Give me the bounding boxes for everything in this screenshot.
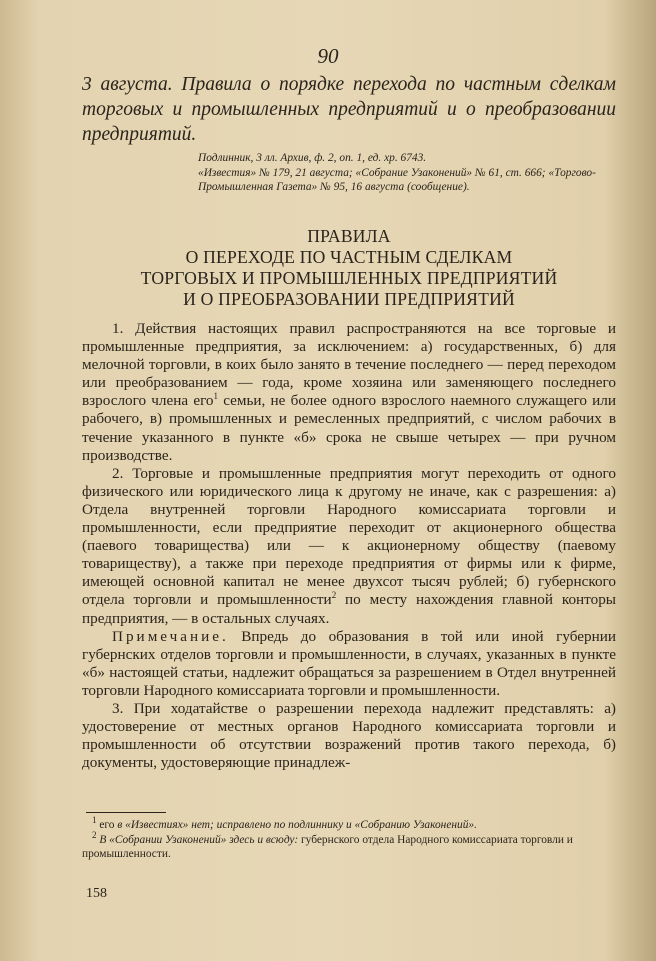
page-number-top: 90 [317,44,339,68]
footnotes [82,815,608,863]
paragraph-2-text-b: по месту нахождения главной конторы предприятия, — в остальных случаях. [82,591,616,627]
footnote-1-plain: его [96,819,118,831]
paragraph-note [82,628,616,700]
footnote-ref-2: 2 [331,590,337,601]
footnote-2 [82,830,608,861]
footnote-ref-1: 1 [213,391,219,402]
footnote-2-mark: 2 [92,830,97,841]
source-citation [198,151,598,195]
footnote-2-rest: губернского отдела Народного комиссариата торговли и промышленности. [82,834,573,861]
paragraph-1 [82,320,616,465]
note-label: Примечание. [112,627,229,645]
rules-body [82,320,616,772]
source-line-2: «Известия» № 179, 21 августа; «Собрание Узаконений» № 61, ст. 666; «Торгово-Промышленная Газета» № 95, 16 августа (сообщение). [198,166,596,194]
paragraph-1-text-a: 1. Действия настоящих правил распространяются на все торговые и промышленные предприятия, за исключением: а) государственных, б) для мелочной торговли, в коих было занято в течение последнего — перед переходом или преобразованием — года, кроме хозяина или заменяющего последнего взрослого члена его [82,320,616,410]
page-number-bottom: 158 [86,886,107,901]
rules-title [82,226,616,310]
paragraph-2 [82,465,616,628]
footnote-1-italic: в «Известиях» нет; исправлено по подлиннику и «Собранию Узаконений». [117,819,477,831]
paragraph-2-text-a: 2. Торговые и промышленные предприятия могут переходить от одного физического или юридического лица к другому не иначе, как с разрешения: а) Отдела внутренней торговли Народного комиссариата торговли и промышленности, если предприятие переходит от акционерного общества (паевого товарищества) или — к акционерному обществу (паевому товариществу), а также при переходе предприятия от фирмы или к фирме, имеющей основной капитал не менее двухсот тысяч рублей; б) губернского отдела торговли и промышленности [82,464,616,609]
note-text: Впредь до образования в той или иной губернии губернских отделов торговли и промышленности, в случаях, указанных в пункте «б» настоящей статьи, надлежит обращаться за разрешением в Отдел внутренней торговли Народного комиссариата торговли и промышленности. [82,627,616,699]
footnote-1-mark: 1 [92,815,97,826]
footnote-divider [86,812,166,813]
title-line-1: ПРАВИЛА [307,226,391,246]
paragraph-1-text-b: семьи, не более одного взрослого наемного служащего или рабочего, в) промышленных и ремесленных предприятий, с числом рабочих в течение указанного в пункте «б» срока не свыше четырех — при ручном производстве. [82,392,616,464]
footnote-1 [82,815,608,832]
title-line-3: ТОРГОВЫХ И ПРОМЫШЛЕННЫХ ПРЕДПРИЯТИЙ [140,268,558,288]
title-line-2: О ПЕРЕХОДЕ ПО ЧАСТНЫМ СДЕЛКАМ [185,247,513,267]
title-line-4: И О ПРЕОБРАЗОВАНИИ ПРЕДПРИЯТИЙ [183,289,515,309]
source-line-1: Подлинник, 3 лл. Архив, ф. 2, оп. 1, ед. хр. 6743. [198,152,427,164]
paragraph-3: 3. При ходатайстве о разрешении перехода надлежит представлять: а) удостоверение от местных органов Народного комиссариата торговли и промышленности об отсутствии возражений против такого перехода, б) документы, удостоверяющие принадлеж- [82,699,616,772]
document-heading: 3 августа. Правила о порядке перехода по частным сделкам торговых и промышленных предприятий и о преобразовании предприятий. [82,74,616,145]
footnote-2-italic: В «Собрании Узаконений» здесь и всюду: [99,834,299,847]
